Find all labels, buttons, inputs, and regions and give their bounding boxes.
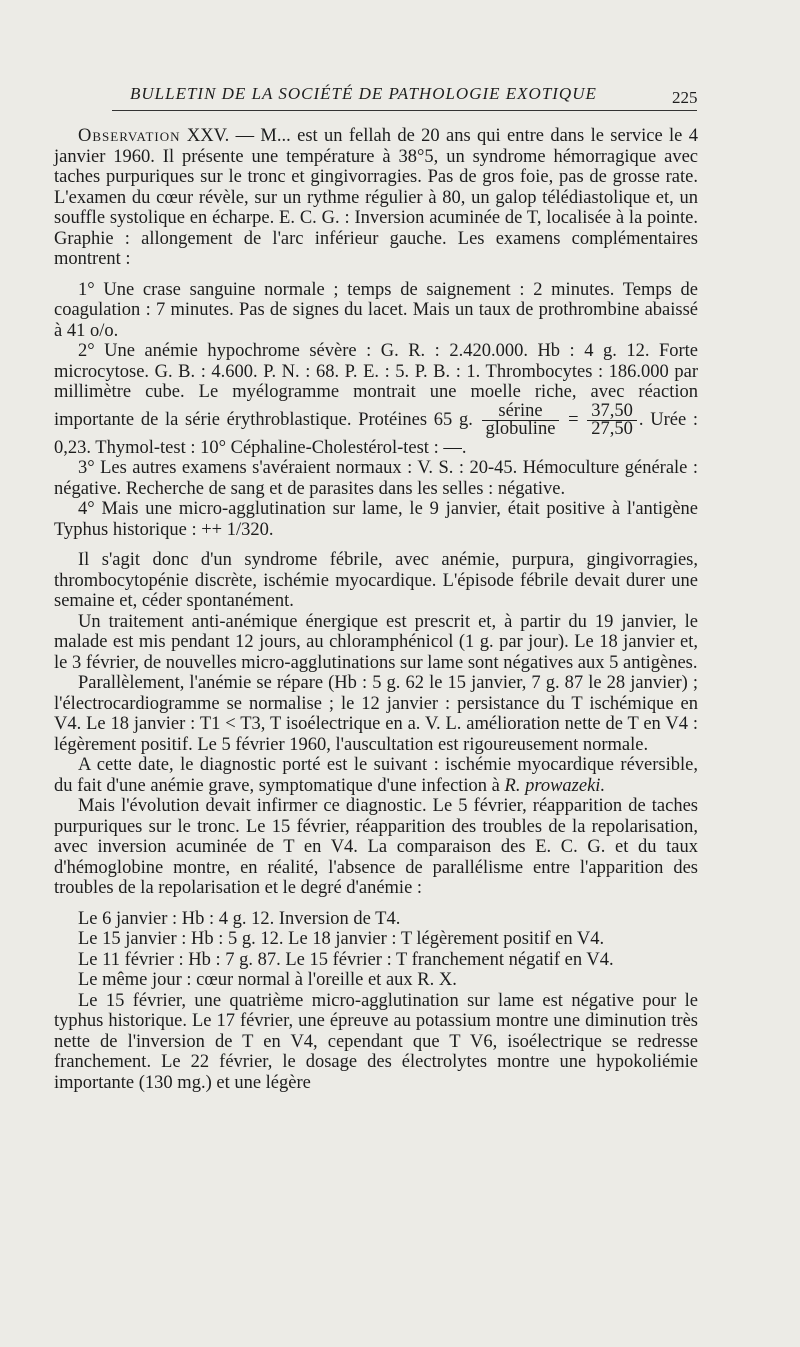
fraction-numerator: sérine — [482, 403, 560, 421]
fraction-denominator: 27,50 — [591, 418, 633, 439]
fraction-numerator: 37,50 — [587, 403, 637, 421]
fraction-denominator: globuline — [485, 418, 556, 439]
list-item: Le 15 janvier : Hb : 5 g. 12. Le 18 janvier : T légèrement positif en V4. — [78, 929, 605, 949]
paragraph-text: . Urée : 0,23. Thymol-test : 10° Céphaline-Cholestérol-test : —. — [54, 409, 698, 458]
article-body — [54, 126, 698, 1093]
paragraph-diagnosis — [54, 755, 698, 796]
fraction-serine-globuline — [482, 400, 560, 439]
paragraph-item-4: 4° Mais une micro-agglutination sur lame, le 9 janvier, était positive à l'antigène Typhus historique : ++ 1/320. — [54, 499, 698, 540]
paragraph-text: XXV. — M... est un fellah de 20 ans qui entre dans le service le 4 janvier 1960. Il présente une température à 38°5, un syndrome hémorragique avec taches purpuriques sur le tronc et gingivorragies. Pas de gros foie, pas de grosse rate. L'examen du cœur révèle, sur un rythme régulier à 80, un galop télédiastolique et, un souffle systolique en écharpe. E. C. G. : Inversion acuminée de T, localisée à la pointe. Graphie : allongement de l'arc inférieur gauche. Les examens complémentaires montrent : — [54, 126, 698, 269]
paragraph-summary: Il s'agit donc d'un syndrome fébrile, avec anémie, purpura, gingivorragies, thrombocytopénie discrète, ischémie myocardique. L'épisode fébrile devait durer une semaine et, céder spontanément. — [54, 550, 698, 611]
paragraph-text: A cette date, le diagnostic porté est le suivant : ischémie myocardique réversible, du fait d'une anémie grave, symptomatique d'une infection à — [54, 755, 698, 796]
fraction-values — [587, 400, 637, 439]
header-rule — [112, 110, 697, 111]
paragraph-observation — [54, 126, 698, 270]
list-item: Le 6 janvier : Hb : 4 g. 12. Inversion de T4. — [78, 908, 401, 929]
paragraph-recovery: Parallèlement, l'anémie se répare (Hb : 5 g. 62 le 15 janvier, 7 g. 87 le 28 janvier) ; l'électrocardiogramme se normalise ; le 12 janvier : persistance du T ischémique en V4. Le 18 janvier : T1 < T3, T isoélectrique en a. V. L. amélioration nette de T en V4 : légèrement positif. Le 5 février 1960, l'auscultation est rigoureusement normale. — [54, 673, 698, 755]
equals-sign: = — [568, 409, 579, 430]
list-item: Le 11 février : Hb : 7 g. 87. Le 15 février : T franchement négatif en V4. — [78, 949, 614, 970]
species-name: R. prowazeki. — [504, 775, 606, 796]
page-header — [0, 84, 800, 116]
paragraph-item-1: 1° Une crase sanguine normale ; temps de saignement : 2 minutes. Temps de coagulation : 7 minutes. Pas de signes du lacet. Mais un taux de prothrombine abaissé à 41 o/o. — [54, 279, 698, 341]
page-number: 225 — [672, 88, 698, 107]
paragraph-text: 2° Une anémie hypochrome sévère : G. R. : 2.420.000. Hb : 4 g. 12. Forte microcytose. G. B. : 4.600. P. N. : 68. P. E. : 5. P. B. : 1. Thrombocytes : 186.000 par millimètre cube. Le myélogramme montrait une moelle riche, avec réaction importante de la série érythroblastique. Protéines 65 g. — [54, 341, 698, 430]
observation-label: Observation — [78, 126, 181, 146]
paragraph-treatment: Un traitement anti-anémique énergique est prescrit et, à partir du 19 janvier, le malade est mis pendant 12 jours, au chloramphénicol (1 g. par jour). Le 18 janvier et, le 3 février, de nouvelles micro-agglutinations sur lame sont négatives aux 5 antigènes. — [54, 611, 698, 673]
paragraph-item-2 — [54, 341, 698, 458]
list-item: Le même jour : cœur normal à l'oreille et aux R. X. — [78, 970, 457, 990]
paragraph-item-3: 3° Les autres examens s'avéraient normaux : V. S. : 20-45. Hémoculture générale : négative. Recherche de sang et de parasites dans les selles : négative. — [54, 458, 698, 499]
paragraph-evolution: Mais l'évolution devait infirmer ce diagnostic. Le 5 février, réapparition de taches purpuriques sur le tronc. Le 15 février, réapparition des troubles de la repolarisation, avec inversion acuminée de T en V4. La comparaison des E. C. G. et du taux d'hémoglobine montre, en réalité, l'absence de parallélisme entre l'apparition des troubles de la repolarisation et le degré d'anémie : — [54, 796, 698, 898]
paragraph-final: Le 15 février, une quatrième micro-agglutination sur lame est négative pour le typhus historique. Le 17 février, une épreuve au potassium montre une diminution très nette de l'inversion de T en V4, cependant que T V6, isoélectrique se redresse franchement. Le 22 février, le dosage des électrolytes montre une hypokoliémie importante (130 mg.) et une légère — [54, 990, 698, 1093]
running-title: BULLETIN DE LA SOCIÉTÉ DE PATHOLOGIE EXOTIQUE — [130, 84, 597, 103]
